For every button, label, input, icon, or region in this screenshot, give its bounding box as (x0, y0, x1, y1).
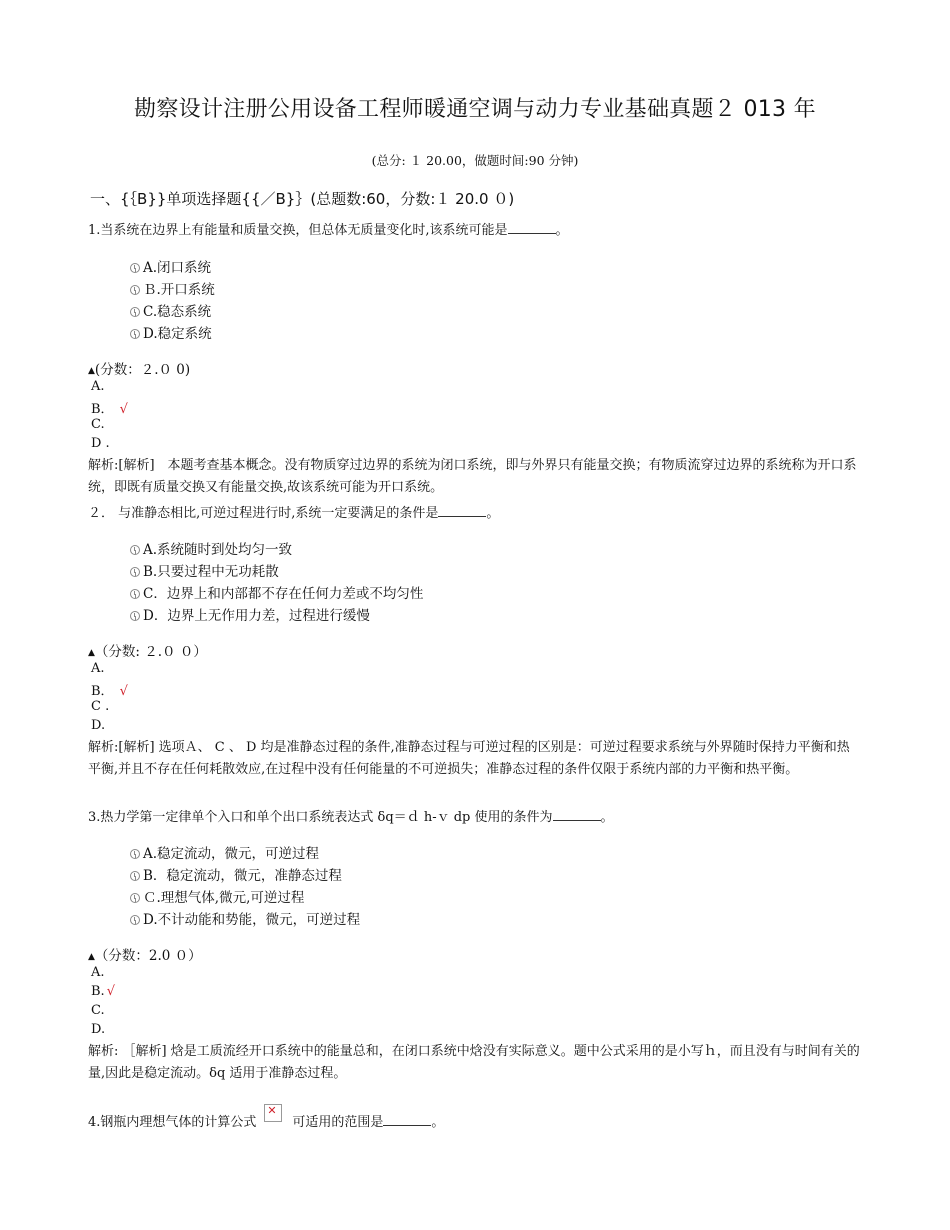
radio-icon[interactable] (130, 893, 140, 903)
option-label: D.不计动能和势能，微元，可逆过程 (143, 912, 361, 928)
radio-icon[interactable] (130, 307, 140, 317)
question-3-option-d[interactable] (130, 908, 360, 928)
score-text: （分数：2.0 ０） (94, 948, 202, 964)
answer-a: A. (91, 379, 105, 394)
answer-d: D. (91, 1022, 106, 1037)
correct-check-icon: √ (119, 684, 128, 699)
question-3-end: 。 (600, 810, 614, 825)
question-1-stem (88, 219, 569, 238)
question-2-stem (88, 502, 499, 521)
answer-b-label: B. (91, 984, 105, 999)
answer-a: A. (91, 661, 105, 676)
option-label: D.稳定系统 (143, 326, 212, 342)
radio-icon[interactable] (130, 329, 140, 339)
option-label: A.闭口系统 (143, 260, 212, 276)
question-4-stem (88, 1104, 444, 1130)
question-1-option-d[interactable] (130, 322, 212, 342)
correct-check-icon: √ (119, 402, 128, 417)
question-2-option-b[interactable] (130, 560, 279, 580)
option-label: C．边界上和内部都不存在任何力差或不均匀性 (143, 586, 424, 602)
answer-blank (508, 223, 556, 234)
option-label: B．稳定流动，微元，准静态过程 (143, 868, 342, 884)
option-label: Ｃ.理想气体,微元,可逆过程 (143, 890, 305, 906)
question-3-option-b[interactable] (130, 864, 342, 884)
question-2-option-d[interactable] (130, 604, 370, 624)
answer-blank (383, 1115, 431, 1126)
option-label: D．边界上无作用力差，过程进行缓慢 (143, 608, 370, 624)
question-3-score (88, 944, 202, 964)
collapse-triangle-icon[interactable]: ▲ (88, 366, 95, 376)
option-label: Ｂ.开口系统 (143, 282, 215, 298)
answer-a: A. (91, 965, 105, 980)
question-2-option-a[interactable] (130, 538, 292, 558)
answer-blank (438, 506, 486, 517)
answer-c: C . (91, 699, 110, 714)
radio-icon[interactable] (130, 545, 140, 555)
question-3-stem (88, 806, 614, 825)
broken-image-icon (264, 1104, 282, 1122)
question-2-option-c[interactable] (130, 582, 423, 602)
question-1-end: 。 (555, 223, 569, 238)
radio-icon[interactable] (130, 915, 140, 925)
collapse-triangle-icon[interactable]: ▲ (88, 952, 95, 962)
section-heading: 一、{｛B}}单项选择题{{／B}｝(总题数:60，分数:１ 20.0 ０) (90, 190, 515, 208)
answer-c: C. (91, 1003, 105, 1018)
question-3-analysis: 解析: ［解析] 焓是工质流经开口系统中的能量总和，在闭口系统中焓没有实际意义。题中公式采用的是小写ｈ，而且没有与时间有关的量,因此是稳定流动。δq 适用于准静态过程。 (88, 1044, 860, 1081)
answer-b (91, 984, 115, 999)
answer-blank (553, 810, 601, 821)
radio-icon[interactable] (130, 589, 140, 599)
question-1-analysis: 解析:[解析] 本题考查基本概念。没有物质穿过边界的系统为闭口系统，即与外界只有能量交换；有物质流穿过边界的系统称为开口系统，即既有质量交换又有能量交换,故该系统可能为开口系统。 (88, 458, 857, 495)
question-1-option-c[interactable] (130, 300, 211, 320)
answer-b-label: B． (91, 684, 114, 699)
answer-b (91, 680, 128, 699)
question-1-option-a[interactable] (130, 256, 211, 276)
question-4-text-cont: 可适用的范围是 (292, 1115, 384, 1130)
question-2-end: 。 (486, 506, 500, 521)
question-3-text: 3.热力学第一定律单个入口和单个出口系统表达式 δq＝ｄ h-ｖ dp 使用的条件为 (88, 810, 553, 825)
answer-d: D. (91, 718, 106, 733)
answer-b-label: B． (91, 402, 114, 417)
correct-check-icon: √ (106, 984, 115, 999)
question-4-end: 。 (431, 1115, 445, 1130)
document-subtitle: (总分: １ 20.00，做题时间:90 分钟) (371, 153, 579, 168)
option-label: B.只要过程中无功耗散 (143, 564, 279, 580)
question-1-score (88, 358, 190, 378)
question-2-text: ２． 与准静态相比,可逆过程进行时,系统一定要满足的条件是 (88, 506, 439, 521)
question-4-text: 4.钢瓶内理想气体的计算公式 (88, 1115, 257, 1130)
answer-b (91, 398, 128, 417)
question-3-option-a[interactable] (130, 842, 319, 862)
option-label: A.系统随时到处均匀一致 (143, 542, 293, 558)
question-1-option-b[interactable] (130, 278, 215, 298)
question-3-option-c[interactable] (130, 886, 304, 906)
answer-d: D . (91, 436, 110, 451)
radio-icon[interactable] (130, 263, 140, 273)
radio-icon[interactable] (130, 611, 140, 621)
collapse-triangle-icon[interactable]: ▲ (88, 648, 95, 658)
option-label: C.稳态系统 (143, 304, 212, 320)
question-2-score (88, 640, 207, 660)
radio-icon[interactable] (130, 871, 140, 881)
question-2-analysis: 解析:[解析] 选项Ａ、 C 、 D 均是准静态过程的条件,准静态过程与可逆过程的区别是：可逆过程要求系统与外界随时保持力平衡和热平衡,并且不存在任何耗散效应,在过程中没有任何能量的不可逆损失；准静态过程的条件仅限于系统内部的力平衡和热平衡。 (88, 740, 850, 777)
question-1-text: 1.当系统在边界上有能量和质量交换，但总体无质量变化时,该系统可能是 (88, 223, 508, 238)
radio-icon[interactable] (130, 567, 140, 577)
option-label: A.稳定流动，微元，可逆过程 (143, 846, 320, 862)
radio-icon[interactable] (130, 285, 140, 295)
radio-icon[interactable] (130, 849, 140, 859)
score-text: (分数：２.０ 0) (94, 362, 191, 378)
document-title: 勘察设计注册公用设备工程师暖通空调与动力专业基础真题２ 013 年 (134, 97, 816, 122)
score-text: （分数: ２.０ ０） (94, 644, 207, 660)
answer-c: C. (91, 417, 105, 432)
